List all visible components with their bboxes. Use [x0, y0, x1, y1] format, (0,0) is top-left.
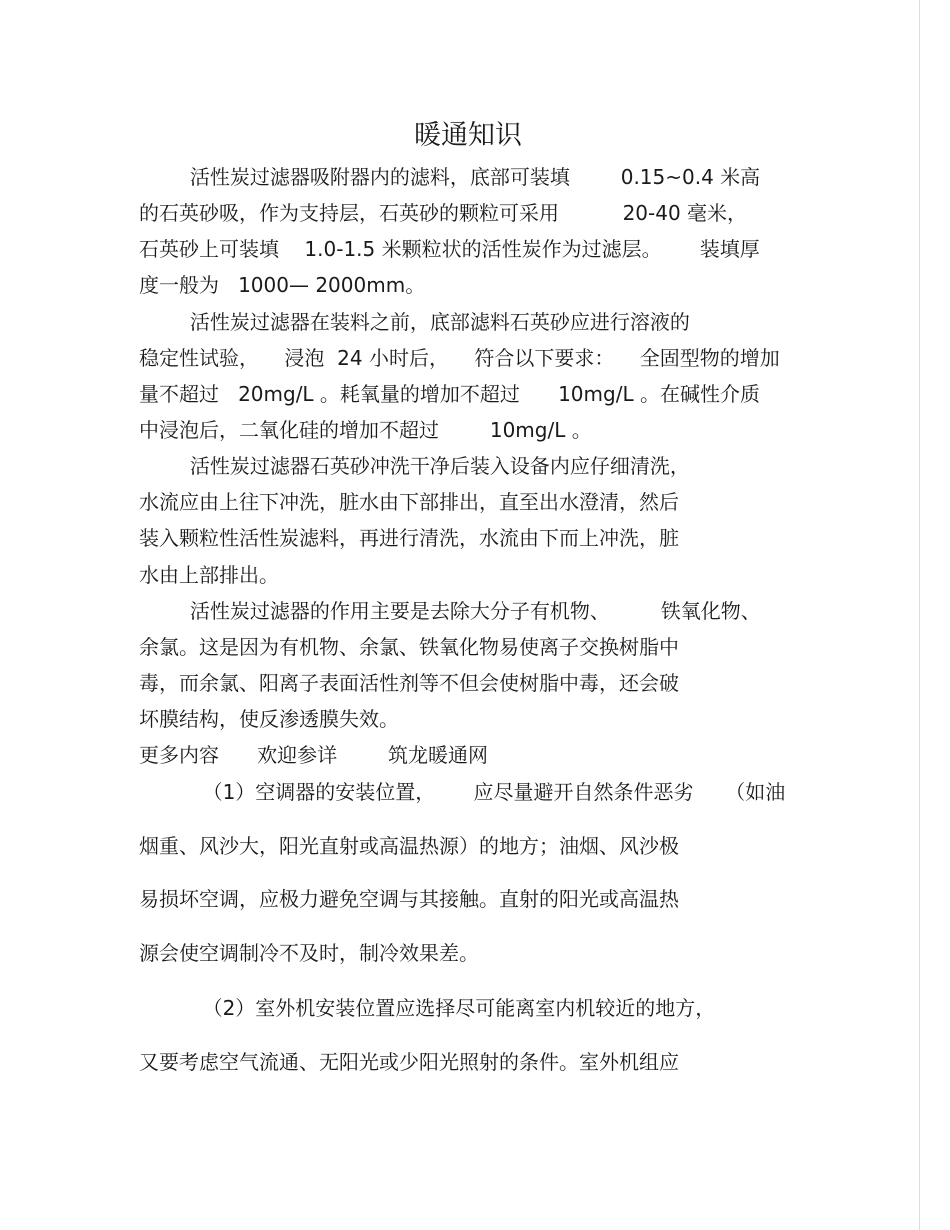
text-line-9: 活性炭过滤器石英砂冲洗干净后装入设备内应仔细清洗，: [139, 454, 690, 478]
page-edge-divider: [919, 0, 920, 1230]
text-line-7: 量不超过 20mg/L 。耗氧量的增加不超过 10mg/L 。在碱性介质: [139, 382, 760, 406]
text-line-6: 稳定性试验， 浸泡 24 小时后， 符合以下要求： 全固型物的增加: [139, 346, 780, 370]
text-line-11: 装入颗粒性活性炭滤料，再进行清洗，水流由下而上冲洗，脏: [139, 526, 679, 550]
text-line-12: 水由上部排出。: [139, 563, 279, 587]
text-line-2: 的石英砂吸，作为支持层，石英砂的颗粒可采用 20-40 毫米，: [139, 201, 748, 225]
text-line-20: 易损坏空调，应极力避免空调与其接触。直射的阳光或高温热: [139, 887, 679, 911]
promo-line: 更多内容 欢迎参详 筑龙暖通网: [139, 743, 489, 767]
page-title: 暖通知识: [414, 120, 522, 151]
text-line-23: 又要考虑空气流通、无阳光或少阳光照射的条件。室外机组应: [139, 1050, 679, 1074]
text-line-22: （2）室外机安装位置应选择尽可能离室内机较近的地方，: [139, 996, 716, 1020]
text-line-21: 源会使空调制冷不及时，制冷效果差。: [139, 941, 479, 965]
text-line-3: 石英砂上可装填 1.0-1.5 米颗粒状的活性炭作为过滤层。 装填厚: [139, 237, 760, 261]
text-line-18: （1）空调器的安装位置， 应尽量避开自然条件恶劣 （如油: [139, 780, 786, 804]
text-line-4: 度一般为 1000— 2000mm。: [139, 273, 426, 297]
text-line-15: 毒，而余氯、阳离子表面活性剂等不但会使树脂中毒，还会破: [139, 671, 679, 695]
text-line-14: 余氯。这是因为有机物、余氯、铁氧化物易使离子交换树脂中: [139, 635, 679, 659]
text-line-8: 中浸泡后，二氧化硅的增加不超过 10mg/L 。: [139, 418, 592, 442]
text-line-5: 活性炭过滤器在装料之前，底部滤料石英砂应进行溶液的: [139, 310, 690, 334]
text-line-10: 水流应由上往下冲洗，脏水由下部排出，直至出水澄清，然后: [139, 490, 679, 514]
text-line-1: 活性炭过滤器吸附器内的滤料，底部可装填 0.15~0.4 米高: [139, 165, 761, 189]
text-line-13: 活性炭过滤器的作用主要是去除大分子有机物、 铁氧化物、: [139, 599, 761, 623]
text-line-19: 烟重、风沙大，阳光直射或高温热源）的地方；油烟、风沙极: [139, 834, 679, 858]
text-line-16: 坏膜结构，使反渗透膜失效。: [139, 707, 399, 731]
